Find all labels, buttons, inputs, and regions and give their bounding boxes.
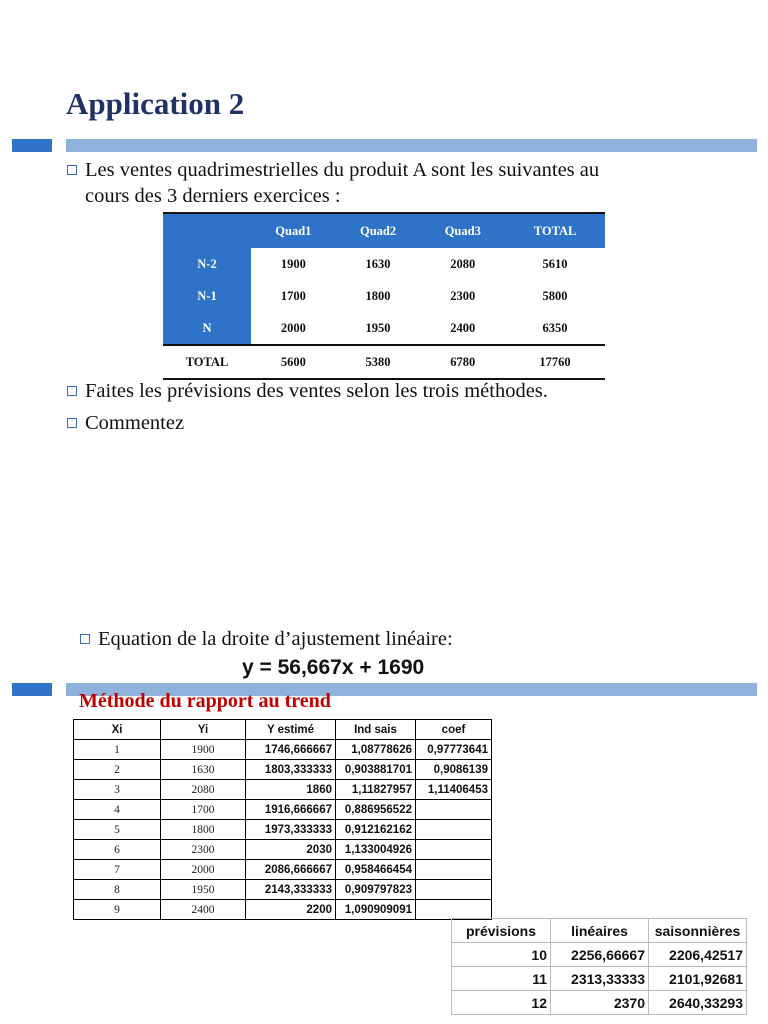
cell: 1800 bbox=[365, 288, 391, 303]
cell: 2080 bbox=[450, 256, 476, 271]
cell: 5800 bbox=[542, 288, 568, 303]
bullet-equation bbox=[98, 626, 453, 652]
cell: 0,903881701 bbox=[336, 760, 416, 780]
cell: 12 bbox=[452, 991, 551, 1015]
cell: 7 bbox=[74, 860, 161, 880]
cell: 6 bbox=[74, 840, 161, 860]
header-cell: linéaires bbox=[551, 919, 649, 943]
square-bullet-icon bbox=[67, 165, 77, 175]
cell: 8 bbox=[74, 880, 161, 900]
cell: 0,9086139 bbox=[416, 760, 492, 780]
cell: 2256,66667 bbox=[551, 943, 649, 967]
cell: 2000 bbox=[161, 860, 246, 880]
cell: 1,090909091 bbox=[336, 900, 416, 920]
table-row bbox=[452, 943, 747, 967]
cell: 11 bbox=[452, 967, 551, 991]
bullet-text: Commentez bbox=[85, 412, 185, 434]
cell: 1900 bbox=[161, 740, 246, 760]
cell: 0,886956522 bbox=[336, 800, 416, 820]
divider-square bbox=[12, 139, 52, 152]
header-cell: saisonnières bbox=[649, 919, 747, 943]
row-header: N-1 bbox=[163, 280, 251, 312]
cell bbox=[416, 840, 492, 860]
total-label: TOTAL bbox=[163, 345, 251, 379]
cell: 1630 bbox=[365, 256, 391, 271]
cell: 1950 bbox=[161, 880, 246, 900]
bullet-previsions bbox=[85, 378, 548, 404]
header-cell: Xi bbox=[74, 720, 161, 740]
trend-table bbox=[73, 719, 492, 920]
table-row bbox=[74, 840, 492, 860]
header-cell: coef bbox=[416, 720, 492, 740]
table-row bbox=[74, 780, 492, 800]
cell: 1800 bbox=[161, 820, 246, 840]
square-bullet-icon bbox=[80, 634, 90, 644]
row-header: N-2 bbox=[163, 248, 251, 280]
cell: 1916,666667 bbox=[246, 800, 336, 820]
total-cell: 5600 bbox=[251, 345, 336, 379]
cell: 2300 bbox=[450, 288, 476, 303]
cell: 2300 bbox=[161, 840, 246, 860]
cell: 3 bbox=[74, 780, 161, 800]
divider-bar bbox=[66, 139, 757, 152]
cell: 5610 bbox=[542, 256, 568, 271]
cell: 2200 bbox=[246, 900, 336, 920]
title-divider bbox=[12, 139, 757, 152]
cell: 1900 bbox=[280, 256, 306, 271]
forecast-table bbox=[451, 918, 747, 1015]
trend-header-row bbox=[74, 720, 492, 740]
cell: 1700 bbox=[280, 288, 306, 303]
table-row bbox=[74, 860, 492, 880]
cell bbox=[416, 820, 492, 840]
total-cell: 17760 bbox=[505, 345, 605, 379]
cell: 2 bbox=[74, 760, 161, 780]
cell: 1,11827957 bbox=[336, 780, 416, 800]
table-row bbox=[74, 740, 492, 760]
bullet-commentez bbox=[85, 410, 184, 436]
cell: 2206,42517 bbox=[649, 943, 747, 967]
cell: 2101,92681 bbox=[649, 967, 747, 991]
table-row bbox=[74, 760, 492, 780]
header-cell: Ind sais bbox=[336, 720, 416, 740]
header-cell: Quad2 bbox=[336, 213, 421, 248]
cell: 2030 bbox=[246, 840, 336, 860]
cell: 1700 bbox=[161, 800, 246, 820]
cell: 2143,333333 bbox=[246, 880, 336, 900]
cell: 2640,33293 bbox=[649, 991, 747, 1015]
cell: 0,958466454 bbox=[336, 860, 416, 880]
cell: 1630 bbox=[161, 760, 246, 780]
cell bbox=[416, 900, 492, 920]
row-header: N bbox=[163, 312, 251, 345]
cell: 1803,333333 bbox=[246, 760, 336, 780]
cell: 1 bbox=[74, 740, 161, 760]
square-bullet-icon bbox=[67, 418, 77, 428]
cell: 6350 bbox=[542, 320, 568, 335]
header-cell: prévisions bbox=[452, 919, 551, 943]
cell: 0,909797823 bbox=[336, 880, 416, 900]
cell: 2000 bbox=[280, 320, 306, 335]
header-cell: Quad3 bbox=[420, 213, 505, 248]
cell: 2370 bbox=[551, 991, 649, 1015]
table-row bbox=[452, 991, 747, 1015]
header-cell: Y estimé bbox=[246, 720, 336, 740]
header-cell bbox=[163, 213, 251, 248]
cell: 1950 bbox=[365, 320, 391, 335]
table-row bbox=[74, 880, 492, 900]
cell: 2400 bbox=[161, 900, 246, 920]
divider-square bbox=[12, 683, 52, 696]
cell: 0,97773641 bbox=[416, 740, 492, 760]
cell: 1973,333333 bbox=[246, 820, 336, 840]
cell: 1860 bbox=[246, 780, 336, 800]
trend-equation: y = 56,667x + 1690 bbox=[242, 656, 425, 679]
cell: 9 bbox=[74, 900, 161, 920]
header-cell: Quad1 bbox=[251, 213, 336, 248]
cell: 2400 bbox=[450, 320, 476, 335]
table-row bbox=[163, 248, 605, 280]
cell: 1,11406453 bbox=[416, 780, 492, 800]
cell: 2313,33333 bbox=[551, 967, 649, 991]
cell bbox=[416, 860, 492, 880]
total-cell: 5380 bbox=[336, 345, 421, 379]
intro-line-2: cours des 3 derniers exercices : bbox=[85, 185, 341, 207]
cell: 4 bbox=[74, 800, 161, 820]
table-row bbox=[74, 900, 492, 920]
bullet-text: Faites les prévisions des ventes selon les trois méthodes. bbox=[85, 380, 548, 402]
intro-line-1: Les ventes quadrimestrielles du produit A sont les suivantes au bbox=[85, 159, 600, 181]
bullet-text: Equation de la droite d’ajustement linéaire: bbox=[98, 628, 453, 650]
cell: 1,08778626 bbox=[336, 740, 416, 760]
sales-header-row bbox=[163, 213, 605, 248]
cell: 2080 bbox=[161, 780, 246, 800]
table-row bbox=[163, 312, 605, 345]
cell: 2086,666667 bbox=[246, 860, 336, 880]
forecast-header-row bbox=[452, 919, 747, 943]
table-row bbox=[74, 800, 492, 820]
total-row bbox=[163, 345, 605, 379]
method-title: Méthode du rapport au trend bbox=[79, 690, 331, 712]
cell bbox=[416, 800, 492, 820]
cell bbox=[416, 880, 492, 900]
total-cell: 6780 bbox=[420, 345, 505, 379]
square-bullet-icon bbox=[67, 386, 77, 396]
header-cell: TOTAL bbox=[505, 213, 605, 248]
cell: 5 bbox=[74, 820, 161, 840]
cell: 1,133004926 bbox=[336, 840, 416, 860]
cell: 0,912162162 bbox=[336, 820, 416, 840]
table-row bbox=[163, 280, 605, 312]
slide-title: Application 2 bbox=[66, 86, 245, 121]
sales-table bbox=[163, 212, 605, 380]
cell: 1746,666667 bbox=[246, 740, 336, 760]
bullet-intro bbox=[85, 157, 599, 209]
table-row bbox=[74, 820, 492, 840]
header-cell: Yi bbox=[161, 720, 246, 740]
table-row bbox=[452, 967, 747, 991]
cell: 10 bbox=[452, 943, 551, 967]
